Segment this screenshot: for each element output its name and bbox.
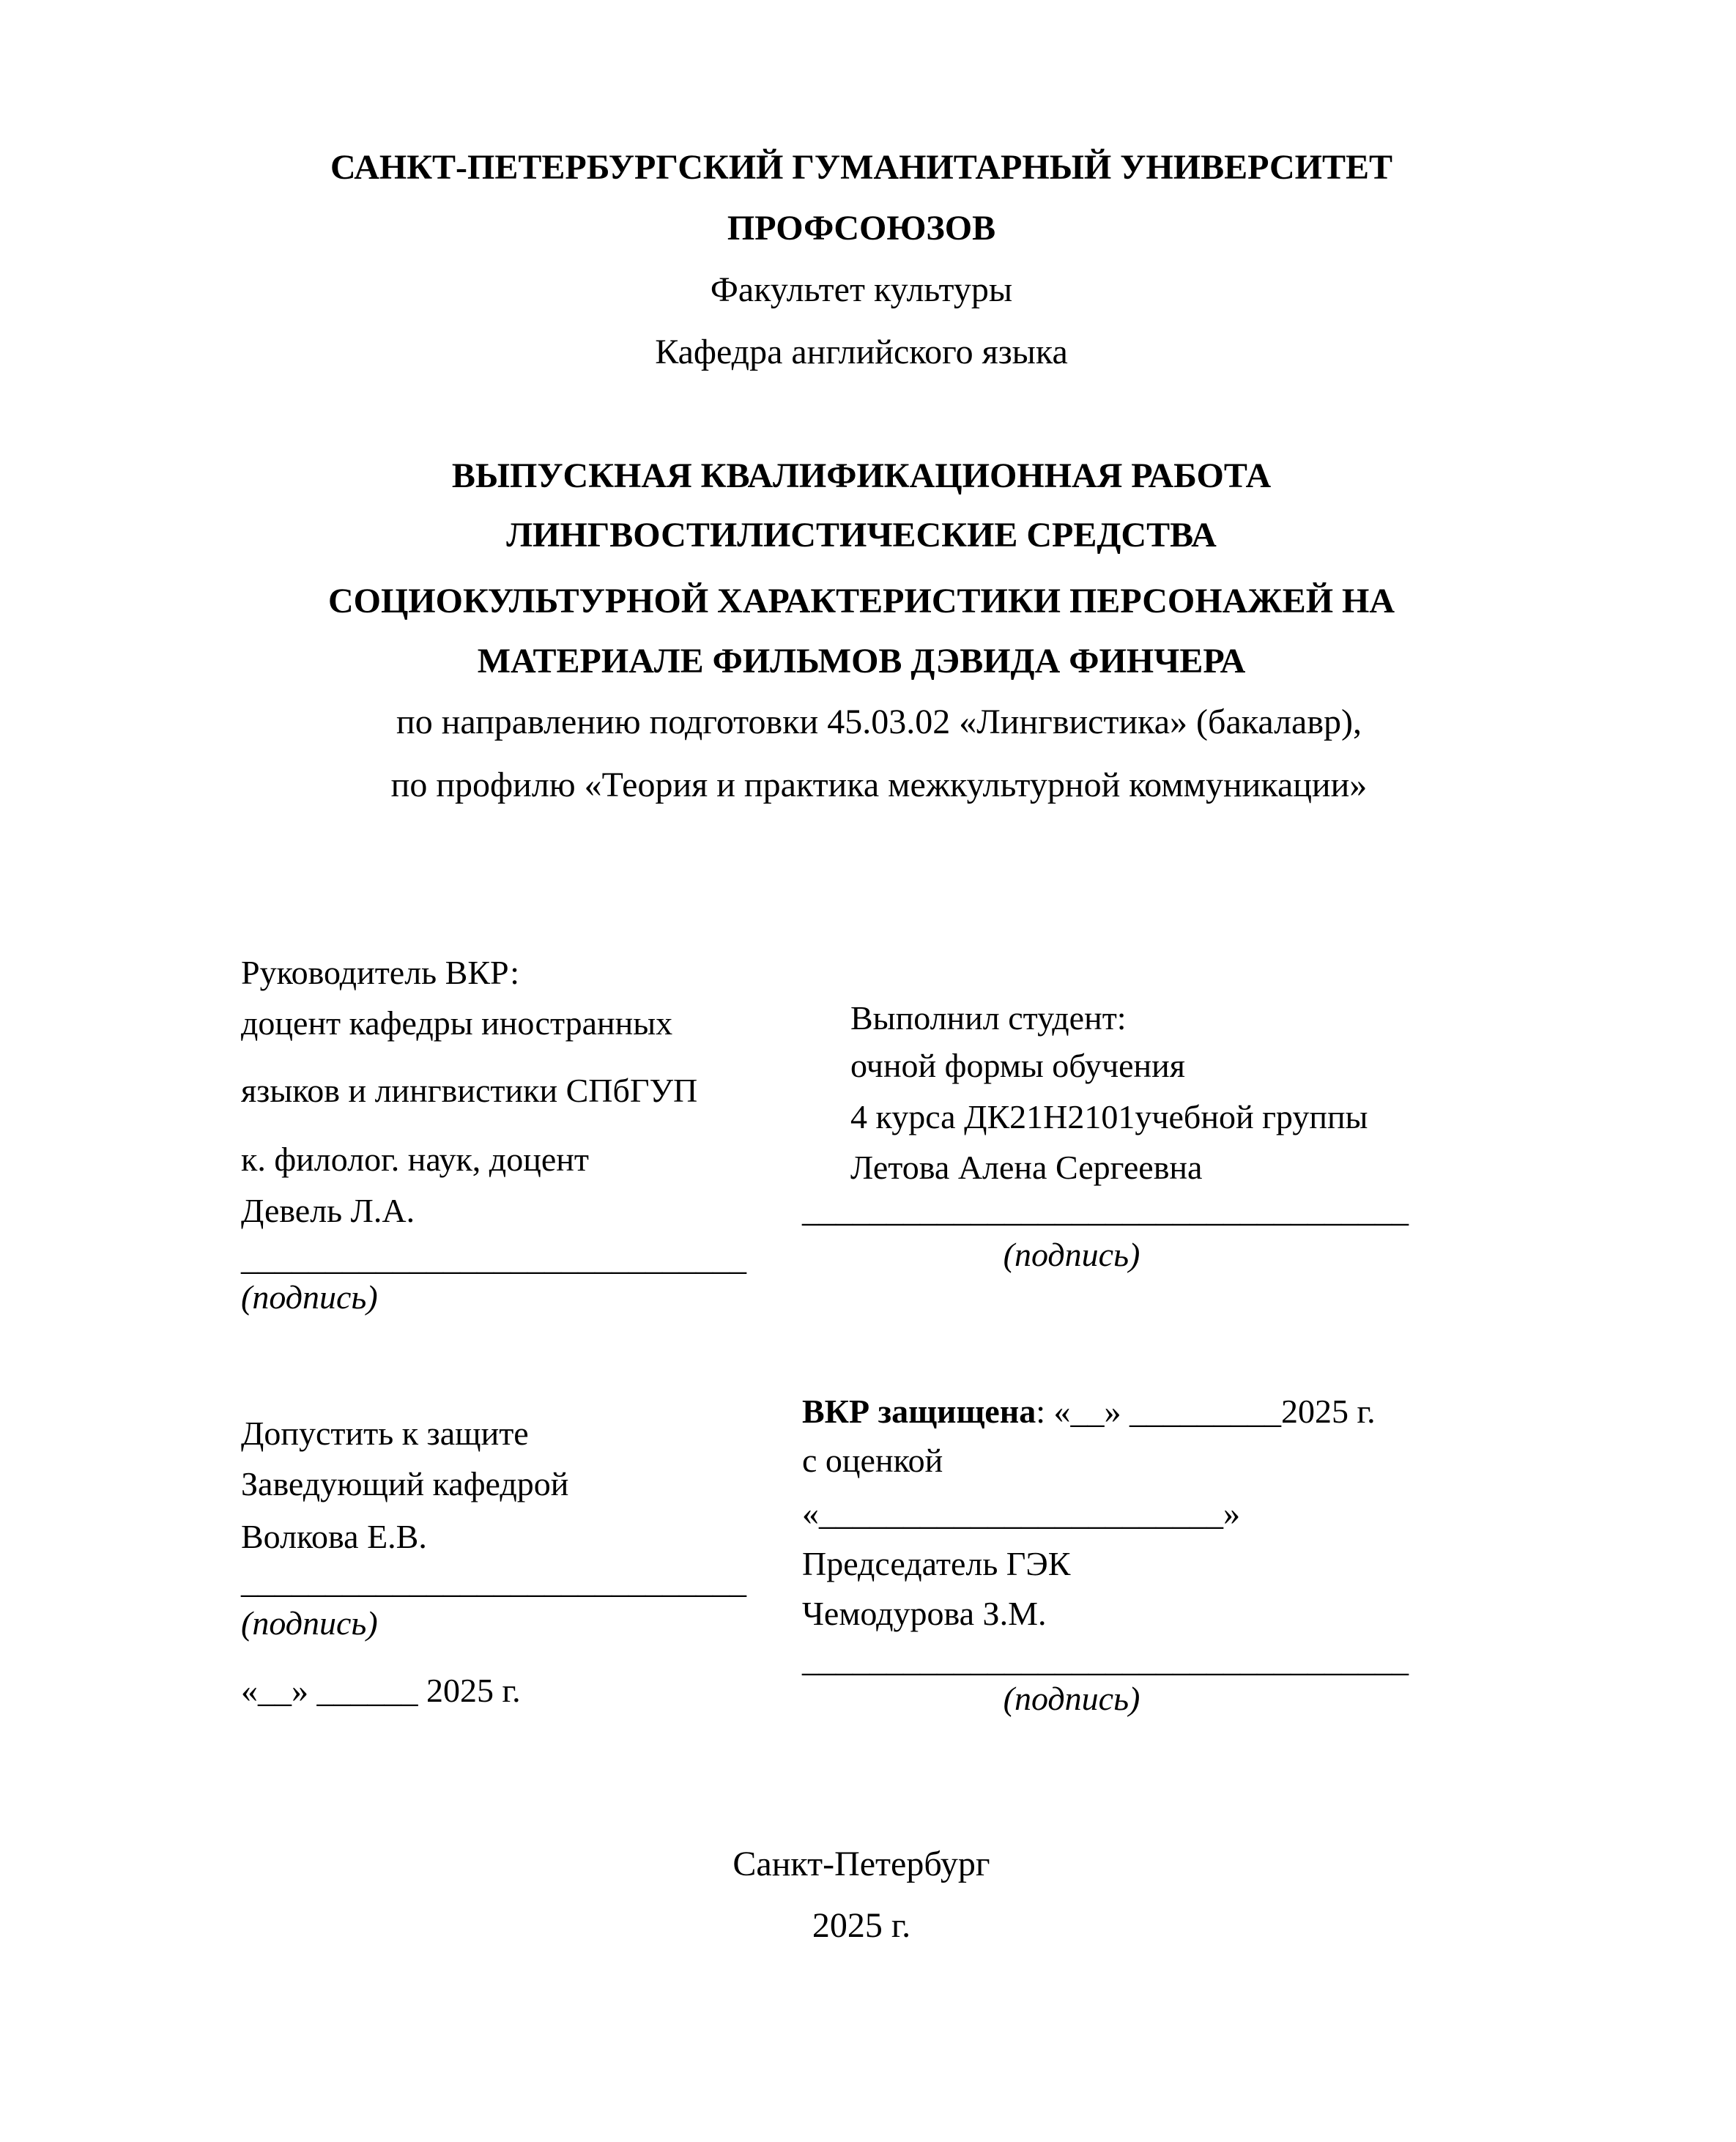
department: Кафедра английского языка xyxy=(655,333,1068,371)
faculty: Факультет культуры xyxy=(710,270,1013,309)
student-signature-caption: (подпись) xyxy=(1003,1236,1140,1273)
topic-line3: МАТЕРИАЛЕ ФИЛЬМОВ ДЭВИДА ФИНЧЕРА xyxy=(477,642,1246,681)
supervisor-signature-line: ______________________________ xyxy=(241,1239,746,1277)
student-label: Выполнил студент: xyxy=(850,999,1127,1037)
work-type: ВЫПУСКНАЯ КВАЛИФИКАЦИОННАЯ РАБОТА xyxy=(451,456,1272,495)
supervisor-degree: к. филолог. наук, доцент xyxy=(241,1141,589,1178)
supervisor-label: Руководитель ВКР: xyxy=(241,954,520,991)
grade-label: с оценкой xyxy=(802,1442,943,1479)
student-study-form: очной формы обучения xyxy=(850,1047,1185,1084)
admission-date: «__» ______ 2025 г. xyxy=(241,1672,521,1709)
chair-position: Председатель ГЭК xyxy=(802,1545,1071,1582)
supervisor-line2: языков и лингвистики СПбГУП xyxy=(241,1072,698,1109)
student-signature-line: ____________________________________ xyxy=(802,1191,1409,1228)
supervisor-name: Девель Л.А. xyxy=(241,1192,415,1229)
head-signature-line: ______________________________ xyxy=(241,1563,746,1600)
student-group: 4 курса ДК21Н2101учебной группы xyxy=(850,1098,1368,1135)
study-profile: по профилю «Теория и практика межкультурной коммуникации» xyxy=(390,766,1368,804)
supervisor-line1: доцент кафедры иностранных xyxy=(241,1004,673,1042)
university-name-line2: ПРОФСОЮЗОВ xyxy=(727,209,996,248)
topic-line1: ЛИНГВОСТИЛИСТИЧЕСКИЕ СРЕДСТВА xyxy=(506,516,1217,555)
chair-signature-caption: (подпись) xyxy=(1003,1680,1140,1717)
head-signature-caption: (подпись) xyxy=(241,1604,378,1642)
topic-line2: СОЦИОКУЛЬТУРНОЙ ХАРАКТЕРИСТИКИ ПЕРСОНАЖЕЙ НА xyxy=(327,582,1395,620)
grade-value: «________________________» xyxy=(802,1494,1240,1532)
head-name: Волкова Е.В. xyxy=(241,1518,427,1555)
defense-label: ВКР защищена xyxy=(802,1393,1036,1430)
study-direction: по направлению подготовки 45.03.02 «Лингвистика» (бакалавр), xyxy=(396,703,1362,741)
supervisor-signature-caption: (подпись) xyxy=(241,1278,378,1316)
head-position: Заведующий кафедрой xyxy=(241,1465,569,1502)
defense-date: : «__» _________2025 г. xyxy=(1036,1393,1376,1430)
chair-name: Чемодурова З.М. xyxy=(802,1595,1047,1632)
university-name-line1: САНКТ-ПЕТЕРБУРГСКИЙ ГУМАНИТАРНЫЙ УНИВЕРСИТЕТ xyxy=(330,148,1393,187)
defense-status xyxy=(802,1391,1376,1432)
admission-label: Допустить к защите xyxy=(241,1415,529,1452)
year: 2025 г. xyxy=(812,1906,911,1945)
student-name: Летова Алена Сергеевна xyxy=(850,1149,1203,1186)
city: Санкт-Петербург xyxy=(732,1845,990,1883)
chair-signature-line: ____________________________________ xyxy=(802,1641,1409,1678)
